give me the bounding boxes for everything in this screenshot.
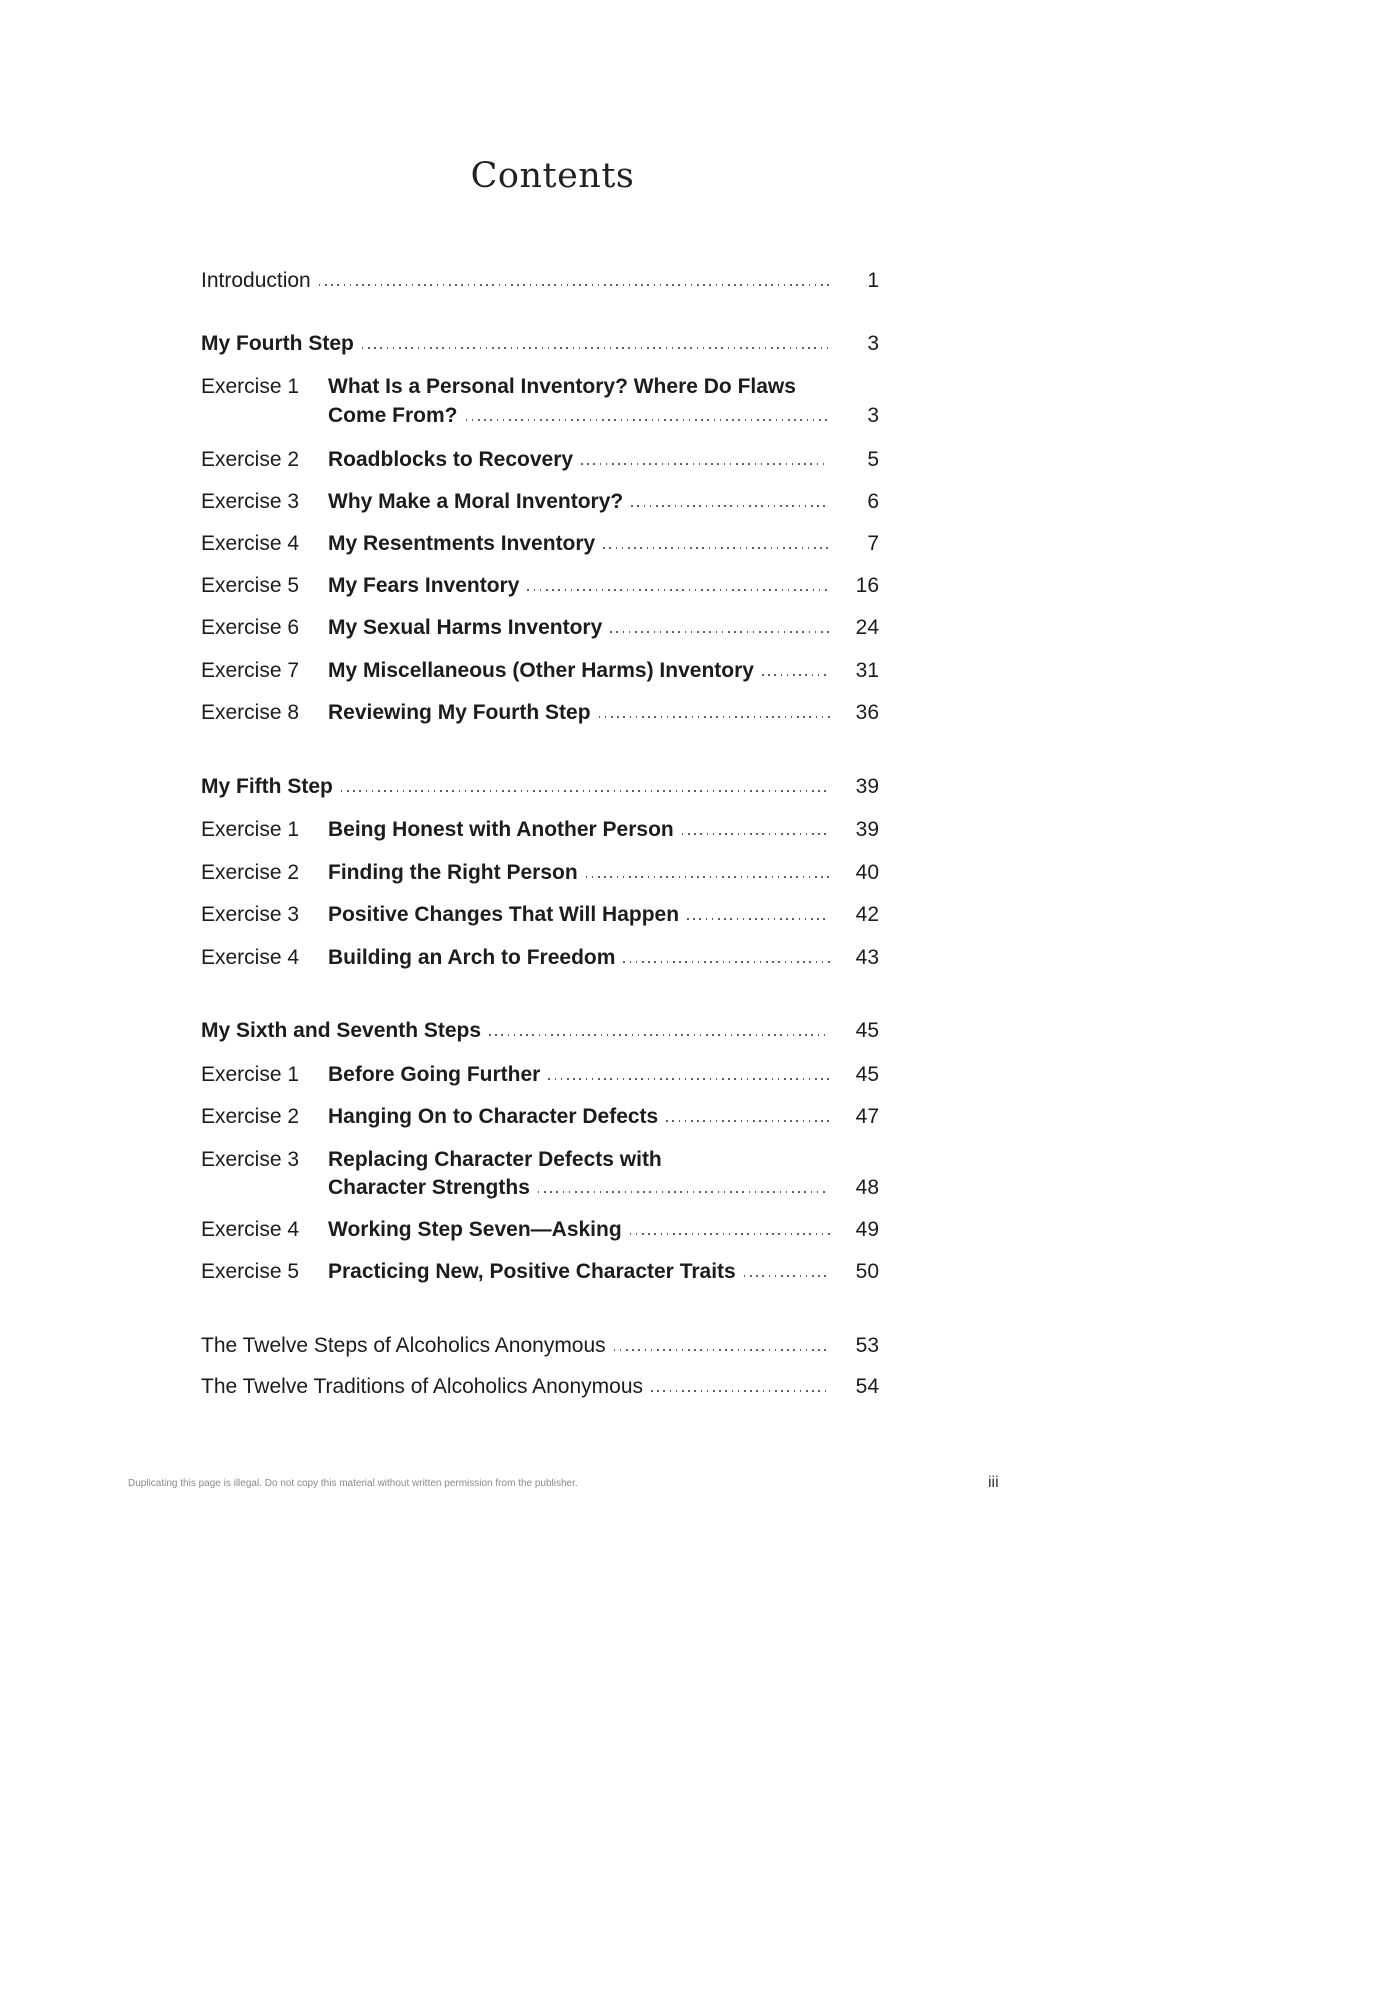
exercise-title: Come From?	[328, 404, 458, 427]
toc-entry-page: 45	[855, 1063, 879, 1086]
dot-leader	[527, 587, 835, 593]
dot-leader	[489, 1032, 835, 1038]
toc-entry-sixth-ex5[interactable]	[201, 1258, 1105, 1290]
exercise-label: Exercise 1	[201, 375, 300, 398]
exercise-title: Reviewing My Fourth Step	[328, 701, 591, 724]
exercise-title: Building an Arch to Freedom	[328, 946, 616, 969]
toc-entry-page: 48	[855, 1176, 879, 1199]
copyright-notice: Duplicating this page is illegal. Do not copy this material without written permission from the publisher.	[128, 1478, 578, 1489]
exercise-title: Why Make a Moral Inventory?	[328, 490, 624, 513]
exercise-label: Exercise 4	[201, 946, 300, 969]
toc-entry-page: 3	[867, 404, 879, 427]
toc-entry-page: 16	[855, 574, 879, 597]
exercise-title: Working Step Seven—Asking	[328, 1218, 622, 1241]
dot-leader	[762, 672, 835, 678]
exercise-label: Exercise 7	[201, 659, 300, 682]
exercise-label: Exercise 5	[201, 1260, 300, 1283]
toc-entry-title: Introduction	[201, 269, 311, 292]
toc-entry-page: 6	[867, 490, 879, 513]
exercise-label: Exercise 4	[201, 1218, 300, 1241]
dot-leader	[610, 629, 835, 635]
exercise-title: Finding the Right Person	[328, 861, 578, 884]
toc-entry-page: 50	[855, 1260, 879, 1283]
exercise-label: Exercise 2	[201, 861, 300, 884]
dot-leader	[687, 916, 835, 922]
toc-entry-page: 39	[855, 775, 879, 798]
exercise-title-line1: What Is a Personal Inventory? Where Do Flaws	[328, 375, 796, 398]
toc-entry-page: 1	[867, 269, 879, 292]
toc-entry-page: 39	[855, 818, 879, 841]
dot-leader	[362, 345, 835, 351]
toc-entry-fourth-ex1[interactable]	[201, 373, 1105, 433]
exercise-label: Exercise 8	[201, 701, 300, 724]
dot-leader	[614, 1347, 835, 1353]
dot-leader	[581, 461, 835, 467]
exercise-title: Before Going Further	[328, 1063, 541, 1086]
exercise-title-line1: Replacing Character Defects with	[328, 1148, 662, 1171]
dot-leader	[651, 1388, 835, 1394]
section-heading: My Fourth Step	[201, 332, 354, 355]
dot-leader	[630, 1231, 835, 1237]
dot-leader	[599, 714, 835, 720]
toc-entry-page: 24	[855, 616, 879, 639]
dot-leader	[586, 874, 835, 880]
page-title: Contents	[470, 156, 635, 196]
dot-leader	[666, 1118, 835, 1124]
toc-entry-fourth-ex7[interactable]	[201, 657, 1105, 689]
exercise-title: Hanging On to Character Defects	[328, 1105, 659, 1128]
toc-entry-page: 53	[855, 1334, 879, 1357]
toc-entry-page: 42	[855, 903, 879, 926]
dot-leader	[744, 1273, 835, 1279]
exercise-title: Being Honest with Another Person	[328, 818, 674, 841]
toc-entry-page: 36	[855, 701, 879, 724]
exercise-label: Exercise 4	[201, 532, 300, 555]
toc-entry-page: 31	[855, 659, 879, 682]
exercise-label: Exercise 6	[201, 616, 300, 639]
dot-leader	[623, 959, 835, 965]
exercise-title: My Fears Inventory	[328, 574, 520, 597]
exercise-title: My Resentments Inventory	[328, 532, 596, 555]
exercise-label: Exercise 5	[201, 574, 300, 597]
exercise-label: Exercise 3	[201, 490, 300, 513]
dot-leader	[603, 545, 835, 551]
toc-entry-page: 7	[867, 532, 879, 555]
exercise-label: Exercise 3	[201, 1148, 300, 1171]
exercise-label: Exercise 2	[201, 1105, 300, 1128]
page-number: iii	[988, 1474, 999, 1491]
exercise-label: Exercise 1	[201, 1063, 300, 1086]
dot-leader	[548, 1076, 835, 1082]
toc-entry-sixth-ex2[interactable]	[201, 1103, 1105, 1135]
toc-entry-page: 49	[855, 1218, 879, 1241]
exercise-title: Character Strengths	[328, 1176, 530, 1199]
section-heading: My Sixth and Seventh Steps	[201, 1019, 482, 1042]
toc-entry-page: 5	[867, 448, 879, 471]
toc-entry-page: 45	[855, 1019, 879, 1042]
exercise-title: My Miscellaneous (Other Harms) Inventory	[328, 659, 754, 682]
toc-entry-sixth-ex3[interactable]	[201, 1146, 1105, 1206]
dot-leader	[466, 417, 835, 423]
toc-entry-title: The Twelve Traditions of Alcoholics Anonymous	[201, 1375, 644, 1398]
exercise-title: My Sexual Harms Inventory	[328, 616, 603, 639]
toc-entry-page: 43	[855, 946, 879, 969]
exercise-label: Exercise 2	[201, 448, 300, 471]
exercise-title: Roadblocks to Recovery	[328, 448, 574, 471]
dot-leader	[682, 831, 835, 837]
toc-entry-title: The Twelve Steps of Alcoholics Anonymous	[201, 1334, 606, 1357]
dot-leader	[341, 788, 835, 794]
toc-entry-page: 47	[855, 1105, 879, 1128]
dot-leader	[538, 1189, 835, 1195]
toc-entry-page: 54	[855, 1375, 879, 1398]
dot-leader	[631, 503, 835, 509]
exercise-title: Positive Changes That Will Happen	[328, 903, 680, 926]
exercise-label: Exercise 3	[201, 903, 300, 926]
section-heading: My Fifth Step	[201, 775, 333, 798]
toc-entry-page: 3	[867, 332, 879, 355]
dot-leader	[319, 282, 835, 288]
toc-entry-fifth-ex3[interactable]	[201, 901, 1105, 933]
toc-entry-fifth-ex1[interactable]	[201, 816, 1105, 848]
toc-entry-page: 40	[855, 861, 879, 884]
exercise-title: Practicing New, Positive Character Traits	[328, 1260, 736, 1283]
exercise-label: Exercise 1	[201, 818, 300, 841]
